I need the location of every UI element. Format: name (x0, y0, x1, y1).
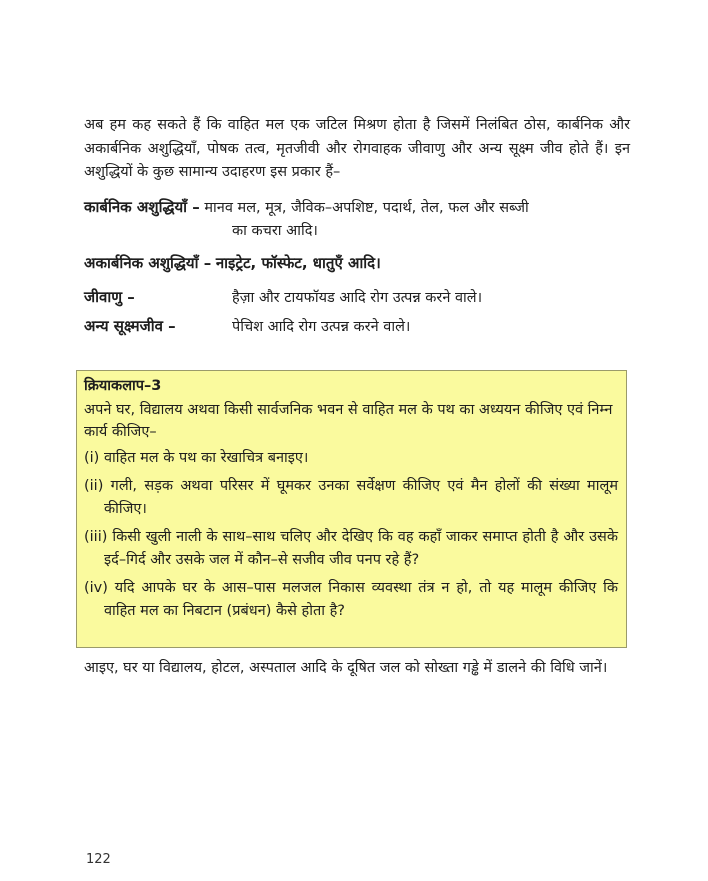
outro-paragraph: आइए, घर या विद्यालय, होटल, अस्पताल आदि के दूषित जल को सोख्ता गड्ढे में डालने की विधि जानें। (84, 660, 608, 676)
impurity-term: कार्बनिक अशुद्धियाँ – (84, 198, 200, 216)
activity-intro: अपने घर, विद्यालय अथवा किसी सार्वजनिक भवन से वाहित मल के पथ का अध्ययन कीजिए एवं निम्न कार्य कीजिए– (84, 402, 613, 440)
intro-paragraph: अब हम कह सकते हैं कि वाहित मल एक जटिल मिश्रण होता है जिसमें निलंबित ठोस, कार्बनिक और अकार्बनिक अशुद्धियाँ, पोषक तत्व, मृतजीवी और रोगवाहक जीवाणु और अन्य सूक्ष्म जीव होते हैं। इन अशुद्धियों के कुछ सामान्य उदाहरण इस प्रकार हैं– (84, 117, 630, 180)
impurity-definition: पेचिश आदि रोग उत्पन्न करने वाले। (232, 319, 411, 335)
activity-item: (iv) यदि आपके घर के आस–पास मलजल निकास व्यवस्था तंत्र न हो, तो यह मालूम कीजिए कि वाहित मल का निबटान (प्रबंधन) कैसे होता है? (84, 580, 618, 619)
activity-item: (iii) किसी खुली नाली के साथ–साथ चलिए और देखिए कि वह कहाँ जाकर समाप्त होती है और उसके इर्द–गिर्द और उसके जल में कौन–से सजीव जीव पनप रहे हैं? (84, 529, 618, 568)
impurity-inorganic (84, 252, 630, 276)
activity-box (76, 370, 627, 648)
impurity-organic (84, 196, 630, 243)
page-number: 122 (86, 852, 111, 867)
impurity-definition-continued: का कचरा आदि। (232, 223, 318, 239)
impurity-definition: हैज़ा और टायफॉयड आदि रोग उत्पन्न करने वाले। (232, 290, 483, 306)
impurity-term: अकार्बनिक अशुद्धियाँ – (84, 254, 212, 272)
impurity-definition: नाइट्रेट, फॉस्फेट, धातुएँ आदि। (215, 254, 381, 272)
activity-item: (ii) गली, सड़क अथवा परिसर में घूमकर उनका सर्वेक्षण कीजिए एवं मैन होलों की संख्या मालूम कीजिए। (84, 478, 618, 517)
activity-title: क्रियाकलाप–3 (84, 378, 162, 394)
impurity-term: जीवाणु – (84, 288, 135, 306)
impurity-microorganisms (84, 315, 630, 339)
impurity-term: अन्य सूक्ष्मजीव – (84, 317, 176, 335)
activity-item: (i) वाहित मल के पथ का रेखाचित्र बनाइए। (84, 450, 309, 466)
impurity-bacteria (84, 286, 630, 310)
impurity-definition: मानव मल, मूत्र, जैविक–अपशिष्ट, पदार्थ, तेल, फल और सब्जी (204, 200, 529, 216)
